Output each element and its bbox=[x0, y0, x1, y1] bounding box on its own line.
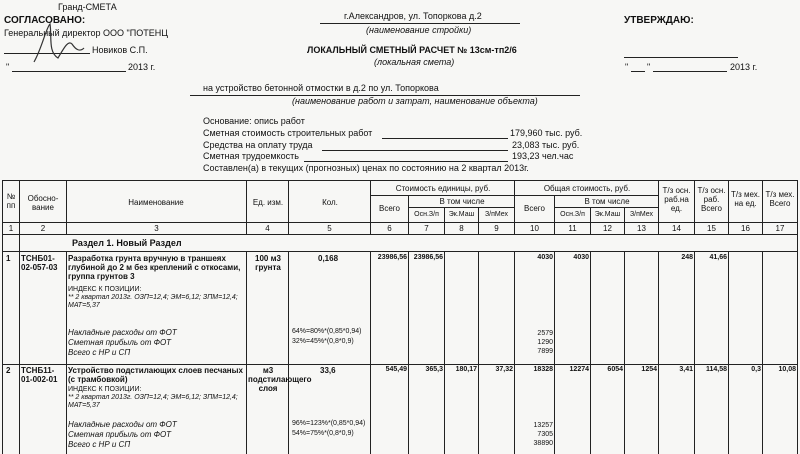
header-labor-unit: Т/з осн. раб.на ед. bbox=[662, 186, 691, 214]
labor-label: Сметная трудоемкость bbox=[203, 151, 299, 161]
grid-line bbox=[370, 195, 658, 196]
grid-line bbox=[728, 251, 729, 454]
col-number: 2 bbox=[40, 224, 46, 233]
row-unit-mach-wage: 37,32 bbox=[495, 366, 513, 373]
col-number: 16 bbox=[741, 224, 750, 233]
overhead-value: 13257 bbox=[533, 422, 553, 429]
row-unit-total: 545,49 bbox=[385, 366, 407, 373]
col-number: 1 bbox=[8, 224, 14, 233]
row-total: 4030 bbox=[537, 254, 553, 261]
handwritten-signature bbox=[28, 18, 88, 68]
grid-line bbox=[370, 251, 371, 454]
grid-line bbox=[762, 251, 763, 454]
col-number: 6 bbox=[387, 224, 392, 233]
col-number: 5 bbox=[327, 224, 332, 233]
agreed-name: Новиков С.П. bbox=[92, 45, 148, 55]
row-number: 1 bbox=[6, 254, 11, 263]
prices-note: Составлен(а) в текущих (прогнозных) ценах по состоянию на 2 квартал 2013г. bbox=[203, 163, 529, 173]
header-unit-mach-wage: З/пМех bbox=[484, 211, 509, 218]
agreed-date-line bbox=[12, 71, 126, 72]
work-caption: (наименование работ и затрат, наименование объекта) bbox=[292, 96, 538, 106]
header-total-mach-wage: З/пМех bbox=[629, 211, 654, 218]
col-number: 7 bbox=[424, 224, 429, 233]
overhead-label: Накладные расходы от ФОТ bbox=[68, 420, 177, 429]
site-caption: (наименование стройки) bbox=[366, 25, 472, 35]
grid-line bbox=[2, 251, 798, 252]
header-unit-wage: Осн.З/п bbox=[414, 211, 439, 218]
grid-line bbox=[66, 251, 67, 454]
grid-line bbox=[554, 207, 658, 208]
agreed-date-year: 2013 г. bbox=[128, 62, 156, 72]
col-number: 9 bbox=[494, 224, 499, 233]
col-number: 14 bbox=[672, 224, 681, 233]
header-num: № пп bbox=[6, 192, 16, 211]
approve-date-year: 2013 г. bbox=[730, 62, 758, 72]
header-total-cost: Общая стоимость, руб. bbox=[543, 184, 631, 193]
row-index-text: ** 2 квартал 2013г. ОЗП=12,4; ЭМ=6,12; ЗПМ=12,4; МАТ=5,37 bbox=[68, 294, 238, 310]
wage-label: Средства на оплату труда bbox=[203, 140, 313, 150]
col-number: 4 bbox=[265, 224, 270, 233]
agreed-label: СОГЛАСОВАНО: bbox=[4, 15, 86, 26]
col-number: 13 bbox=[637, 224, 646, 233]
wage-value: 23,083 тыс. руб. bbox=[512, 140, 580, 150]
doc-title: ЛОКАЛЬНЫЙ СМЕТНЫЙ РАСЧЕТ № 13см-тп2/6 bbox=[307, 45, 517, 55]
grid-line bbox=[408, 251, 409, 454]
wage-line bbox=[322, 150, 508, 151]
row-total-mach-wage: 1254 bbox=[641, 366, 657, 373]
row-total-wage: 12274 bbox=[569, 366, 589, 373]
sum-value: 38890 bbox=[533, 440, 553, 447]
row-labor-total: 41,66 bbox=[709, 254, 727, 261]
approve-signature-line bbox=[624, 57, 738, 58]
profit-label: Сметная прибыль от ФОТ bbox=[68, 430, 172, 439]
approve-month-line bbox=[653, 71, 727, 72]
profit-label: Сметная прибыль от ФОТ bbox=[68, 338, 172, 347]
sum-label: Всего с НР и СП bbox=[68, 440, 131, 449]
approve-date-quote-open: " bbox=[625, 62, 629, 72]
grid-line bbox=[554, 251, 555, 454]
row-unit: м3 подстилающего слоя bbox=[248, 366, 312, 394]
labor-line bbox=[304, 161, 508, 162]
row-total-mach: 6054 bbox=[607, 366, 623, 373]
overhead-label: Накладные расходы от ФОТ bbox=[68, 328, 177, 337]
row-number: 2 bbox=[6, 366, 11, 375]
approve-date-quote-close: " bbox=[647, 62, 651, 72]
grid-line bbox=[478, 251, 479, 454]
header-unit-total: Всего bbox=[379, 204, 400, 213]
cost-value: 179,960 тыс. руб. bbox=[510, 128, 583, 138]
header-mech-total: Т/з мех. Всего bbox=[765, 190, 795, 209]
row-mech-unit: 0,3 bbox=[751, 366, 761, 373]
col-number: 3 bbox=[154, 224, 159, 233]
labor-value: 193,23 чел.час bbox=[512, 151, 574, 161]
grid-line bbox=[590, 251, 591, 454]
grid-line bbox=[624, 251, 625, 454]
row-code: ТСНБ01-02-057-03 bbox=[21, 254, 58, 273]
header-mech-unit: Т/з мех. на ед. bbox=[731, 190, 760, 209]
row-code: ТСНБ11-01-002-01 bbox=[21, 366, 58, 385]
cost-line bbox=[382, 138, 508, 139]
row-name: Разработка грунта вручную в траншеях глубиной до 2 м без креплений с откосами, группа грунтов 3 bbox=[68, 254, 241, 282]
grid-line bbox=[694, 251, 695, 454]
grid-line bbox=[2, 180, 798, 181]
profit-value: 1290 bbox=[537, 339, 553, 346]
header-unit-incl: В том числе bbox=[439, 197, 485, 206]
header-basis: Обосно-вание bbox=[27, 194, 59, 213]
row-index-label: ИНДЕКС К ПОЗИЦИИ: bbox=[68, 286, 142, 293]
header-unit-mach: Эк.Маш bbox=[448, 211, 475, 218]
row-total: 18328 bbox=[533, 366, 553, 373]
header-total-total: Всего bbox=[524, 204, 545, 213]
header-unit: Ед. изм. bbox=[252, 198, 284, 207]
row-labor-unit: 248 bbox=[681, 254, 693, 261]
row-labor-total: 114,58 bbox=[705, 366, 727, 373]
grid-line bbox=[246, 251, 247, 454]
grid-line bbox=[2, 234, 798, 235]
grid-line bbox=[2, 222, 798, 223]
overhead-formula: 96%=123%*(0,85*0,94) bbox=[292, 420, 366, 427]
col-number: 11 bbox=[568, 224, 577, 233]
row-unit-wage: 365,3 bbox=[425, 366, 443, 373]
agreed-date-quote: " bbox=[6, 62, 10, 72]
section-title: Раздел 1. Новый Раздел bbox=[72, 238, 182, 248]
cost-label: Сметная стоимость строительных работ bbox=[203, 128, 373, 138]
grid-line bbox=[658, 251, 659, 454]
agreed-position: Генеральный директор ООО "ПОТЕНЦ bbox=[4, 28, 168, 38]
row-mech-total: 10,08 bbox=[778, 366, 796, 373]
col-number: 10 bbox=[530, 224, 539, 233]
row-labor-unit: 3,41 bbox=[679, 366, 693, 373]
col-number: 12 bbox=[603, 224, 612, 233]
sum-value: 7899 bbox=[537, 348, 553, 355]
row-unit-wage: 23986,56 bbox=[413, 254, 443, 261]
profit-formula: 54%=75%*(0,8*0,9) bbox=[292, 430, 354, 437]
profit-formula: 32%=45%*(0,8*0,9) bbox=[292, 338, 354, 345]
row-qty: 33,6 bbox=[320, 366, 336, 375]
grid-line bbox=[2, 364, 798, 365]
overhead-formula: 64%=80%*(0,85*0,94) bbox=[292, 328, 362, 335]
header-total-mach: Эк.Маш bbox=[594, 211, 621, 218]
row-unit-total: 23986,56 bbox=[377, 254, 407, 261]
site-address-line bbox=[320, 23, 520, 24]
header-qty: Кол. bbox=[322, 198, 338, 207]
overhead-value: 2579 bbox=[537, 330, 553, 337]
approve-day-line bbox=[631, 71, 645, 72]
profit-value: 7305 bbox=[537, 431, 553, 438]
doc-subtitle: (локальная смета) bbox=[374, 57, 455, 67]
software-label: Гранд-СМЕТА bbox=[58, 2, 117, 12]
site-address: г.Александров, ул. Топоркова д.2 bbox=[344, 11, 482, 21]
grid-line bbox=[408, 207, 514, 208]
basis-text: Основание: опись работ bbox=[203, 116, 305, 126]
header-unit-cost: Стоимость единицы, руб. bbox=[395, 184, 491, 193]
estimate-table bbox=[2, 180, 798, 454]
header-total-wage: Осн.З/п bbox=[560, 211, 585, 218]
grid-line bbox=[288, 251, 289, 454]
col-number: 8 bbox=[459, 224, 464, 233]
row-unit: 100 м3 грунта bbox=[255, 254, 281, 273]
row-index-text: ** 2 квартал 2013г. ОЗП=12,4; ЭМ=6,12; ЗПМ=12,4; МАТ=5,37 bbox=[68, 394, 238, 410]
row-unit-mach: 180,17 bbox=[455, 366, 477, 373]
col-number: 17 bbox=[775, 224, 785, 233]
row-index-label: ИНДЕКС К ПОЗИЦИИ: bbox=[68, 386, 142, 393]
header-name: Наименование bbox=[128, 198, 184, 207]
grid-line bbox=[444, 251, 445, 454]
row-total-wage: 4030 bbox=[573, 254, 589, 261]
row-qty: 0,168 bbox=[318, 254, 339, 263]
work-name: на устройство бетонной отмостки в д.2 по ул. Топоркова bbox=[203, 83, 439, 93]
header-labor-total: Т/з осн. раб. Всего bbox=[697, 186, 726, 214]
approve-label: УТВЕРЖДАЮ: bbox=[624, 15, 694, 26]
sum-label: Всего с НР и СП bbox=[68, 348, 131, 357]
col-number: 15 bbox=[707, 224, 716, 233]
row-name: Устройство подстилающих слоев песчаных (с трамбовкой) bbox=[68, 366, 243, 385]
header-total-incl: В том числе bbox=[584, 197, 630, 206]
